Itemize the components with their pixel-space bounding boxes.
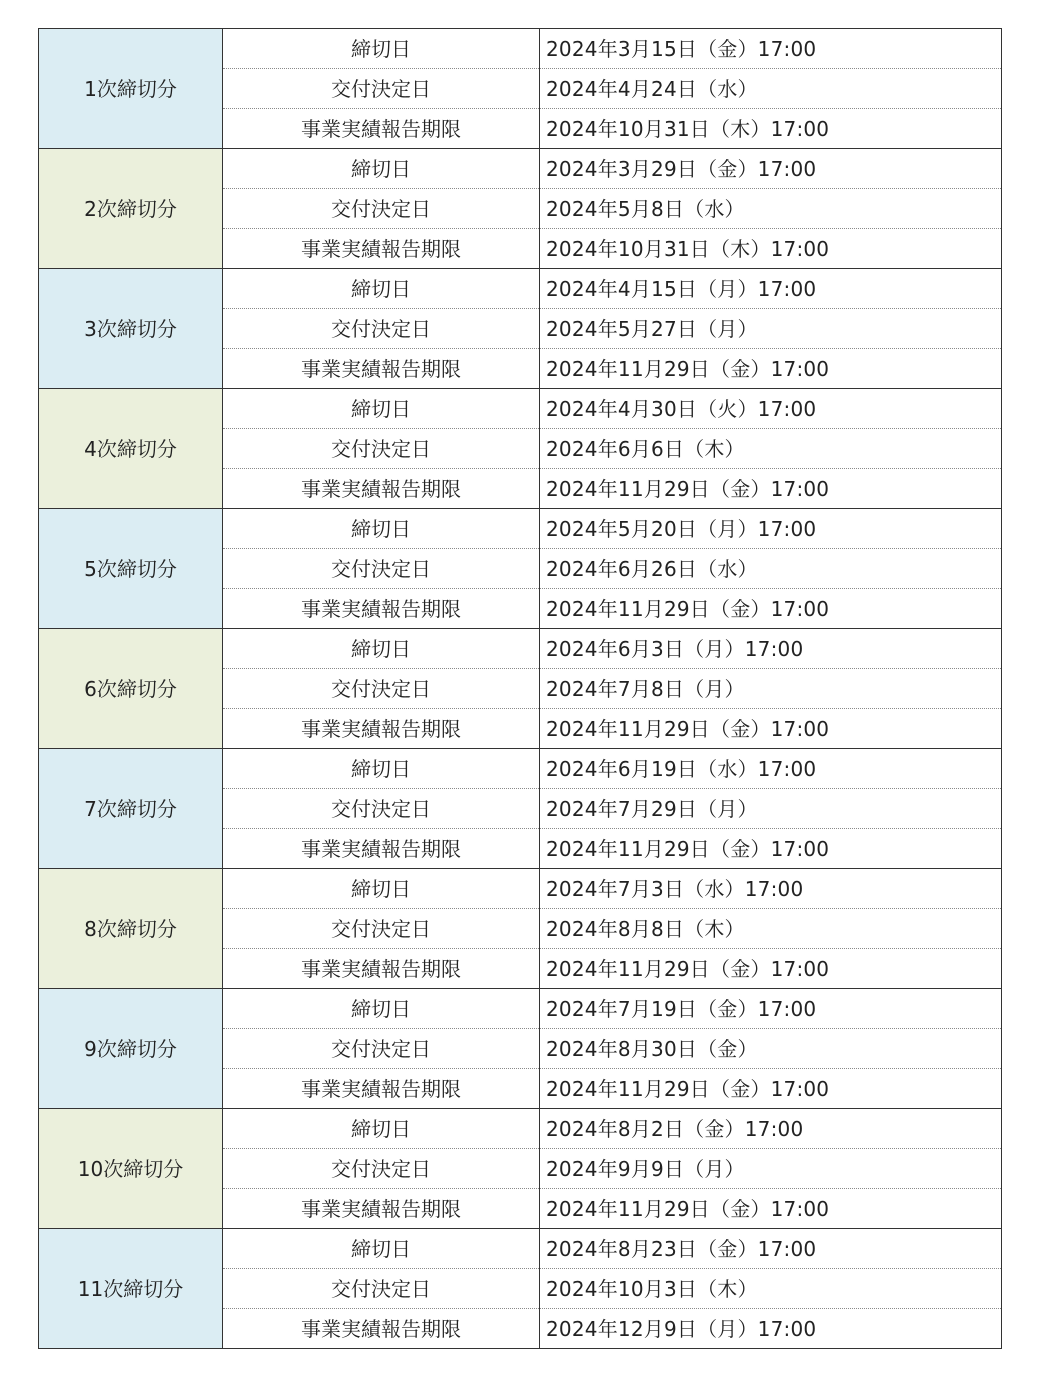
item-label: 交付決定日 [223, 789, 540, 829]
item-label: 締切日 [223, 1109, 540, 1149]
item-date: 2024年3月29日（金）17:00 [540, 149, 1002, 189]
deadline-schedule-body [39, 29, 1002, 1349]
round-label: 4次締切分 [39, 389, 223, 509]
item-label: 締切日 [223, 389, 540, 429]
item-date: 2024年4月24日（水） [540, 69, 1002, 109]
item-label: 交付決定日 [223, 549, 540, 589]
item-label: 交付決定日 [223, 909, 540, 949]
item-label: 交付決定日 [223, 69, 540, 109]
item-date: 2024年8月23日（金）17:00 [540, 1229, 1002, 1269]
schedule-row [39, 269, 1002, 309]
item-date: 2024年11月29日（金）17:00 [540, 1069, 1002, 1109]
item-label: 事業実績報告期限 [223, 1189, 540, 1229]
item-date: 2024年8月8日（木） [540, 909, 1002, 949]
schedule-row [39, 389, 1002, 429]
item-date: 2024年6月26日（水） [540, 549, 1002, 589]
item-label: 締切日 [223, 989, 540, 1029]
schedule-row [39, 629, 1002, 669]
item-date: 2024年11月29日（金）17:00 [540, 349, 1002, 389]
schedule-row [39, 509, 1002, 549]
item-label: 事業実績報告期限 [223, 109, 540, 149]
schedule-row [39, 989, 1002, 1029]
item-date: 2024年4月30日（火）17:00 [540, 389, 1002, 429]
item-date: 2024年8月2日（金）17:00 [540, 1109, 1002, 1149]
schedule-row [39, 149, 1002, 189]
item-label: 事業実績報告期限 [223, 589, 540, 629]
item-label: 事業実績報告期限 [223, 229, 540, 269]
item-label: 事業実績報告期限 [223, 1069, 540, 1109]
item-label: 事業実績報告期限 [223, 349, 540, 389]
round-label: 11次締切分 [39, 1229, 223, 1349]
item-date: 2024年12月9日（月）17:00 [540, 1309, 1002, 1349]
item-date: 2024年5月8日（水） [540, 189, 1002, 229]
item-date: 2024年7月3日（水）17:00 [540, 869, 1002, 909]
item-label: 事業実績報告期限 [223, 829, 540, 869]
round-label: 8次締切分 [39, 869, 223, 989]
item-label: 締切日 [223, 629, 540, 669]
item-date: 2024年6月19日（水）17:00 [540, 749, 1002, 789]
round-label: 10次締切分 [39, 1109, 223, 1229]
item-label: 交付決定日 [223, 189, 540, 229]
item-date: 2024年10月31日（木）17:00 [540, 109, 1002, 149]
round-label: 3次締切分 [39, 269, 223, 389]
item-date: 2024年11月29日（金）17:00 [540, 469, 1002, 509]
item-date: 2024年3月15日（金）17:00 [540, 29, 1002, 69]
round-label: 7次締切分 [39, 749, 223, 869]
deadline-schedule-table [38, 28, 1002, 1349]
item-label: 締切日 [223, 749, 540, 789]
round-label: 5次締切分 [39, 509, 223, 629]
item-date: 2024年10月31日（木）17:00 [540, 229, 1002, 269]
item-label: 締切日 [223, 269, 540, 309]
item-date: 2024年11月29日（金）17:00 [540, 949, 1002, 989]
item-date: 2024年4月15日（月）17:00 [540, 269, 1002, 309]
schedule-row [39, 1229, 1002, 1269]
item-label: 締切日 [223, 869, 540, 909]
item-label: 締切日 [223, 149, 540, 189]
item-label: 交付決定日 [223, 1269, 540, 1309]
item-date: 2024年11月29日（金）17:00 [540, 709, 1002, 749]
schedule-row [39, 749, 1002, 789]
item-label: 交付決定日 [223, 1149, 540, 1189]
item-date: 2024年7月19日（金）17:00 [540, 989, 1002, 1029]
item-label: 事業実績報告期限 [223, 949, 540, 989]
item-label: 事業実績報告期限 [223, 469, 540, 509]
item-date: 2024年10月3日（木） [540, 1269, 1002, 1309]
schedule-row [39, 869, 1002, 909]
item-date: 2024年6月6日（木） [540, 429, 1002, 469]
item-date: 2024年9月9日（月） [540, 1149, 1002, 1189]
item-date: 2024年7月29日（月） [540, 789, 1002, 829]
item-label: 交付決定日 [223, 1029, 540, 1069]
round-label: 1次締切分 [39, 29, 223, 149]
item-label: 交付決定日 [223, 309, 540, 349]
item-date: 2024年7月8日（月） [540, 669, 1002, 709]
item-label: 締切日 [223, 509, 540, 549]
round-label: 6次締切分 [39, 629, 223, 749]
item-date: 2024年11月29日（金）17:00 [540, 829, 1002, 869]
item-date: 2024年5月20日（月）17:00 [540, 509, 1002, 549]
item-date: 2024年5月27日（月） [540, 309, 1002, 349]
schedule-row [39, 1109, 1002, 1149]
item-label: 締切日 [223, 29, 540, 69]
round-label: 2次締切分 [39, 149, 223, 269]
item-label: 事業実績報告期限 [223, 709, 540, 749]
item-label: 交付決定日 [223, 429, 540, 469]
round-label: 9次締切分 [39, 989, 223, 1109]
item-date: 2024年11月29日（金）17:00 [540, 1189, 1002, 1229]
item-date: 2024年8月30日（金） [540, 1029, 1002, 1069]
schedule-row [39, 29, 1002, 69]
item-date: 2024年6月3日（月）17:00 [540, 629, 1002, 669]
item-date: 2024年11月29日（金）17:00 [540, 589, 1002, 629]
item-label: 締切日 [223, 1229, 540, 1269]
item-label: 交付決定日 [223, 669, 540, 709]
item-label: 事業実績報告期限 [223, 1309, 540, 1349]
